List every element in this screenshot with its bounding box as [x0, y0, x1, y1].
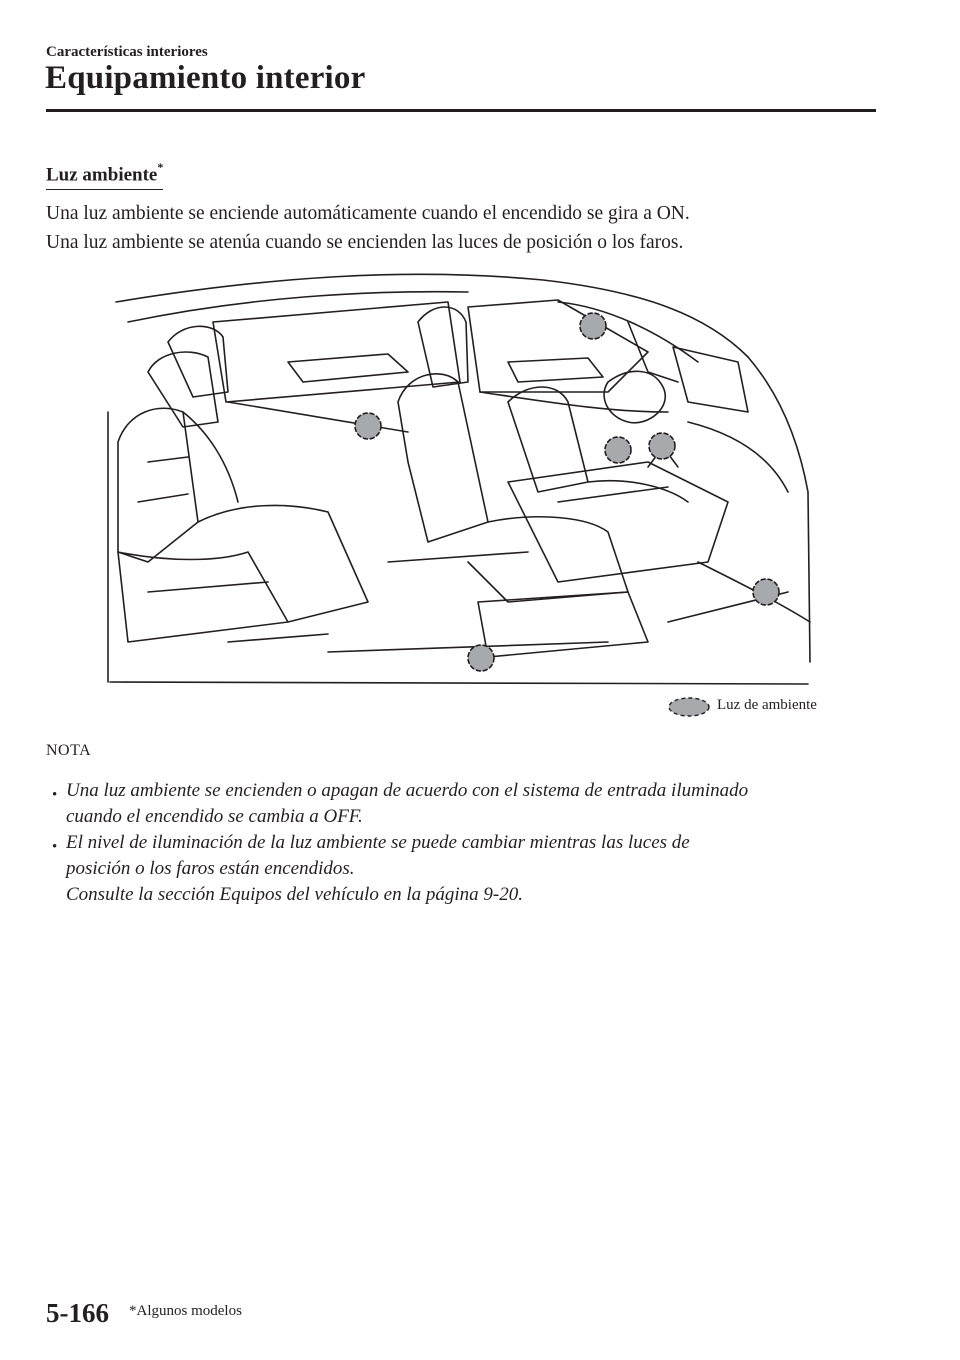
note-2-line-1: El nivel de iluminación de la luz ambiente se puede cambiar mientras las luces de — [66, 832, 690, 853]
ambient-light-marker — [580, 313, 606, 339]
note-1-line-2: cuando el encendido se cambia a OFF. — [66, 806, 363, 827]
car-interior-illustration — [88, 262, 848, 714]
header-rule — [46, 109, 876, 112]
note-2-line-3: Consulte la sección Equipos del vehículo en la página 9-20. — [66, 884, 523, 905]
chapter-title: Características interiores — [46, 44, 208, 60]
note-1-line-1: Una luz ambiente se encienden o apagan de acuerdo con el sistema de entrada iluminado — [66, 780, 749, 801]
ambient-light-marker — [355, 413, 381, 439]
note-2-line-2: posición o los faros están encendidos. — [66, 858, 355, 879]
ambient-light-markers — [355, 313, 779, 671]
body-paragraph-2: Una luz ambiente se atenúa cuando se encienden las luces de posición o los faros. — [46, 232, 684, 253]
note-bullet: • — [52, 839, 58, 855]
ambient-light-marker — [468, 645, 494, 671]
ambient-light-marker — [605, 437, 631, 463]
footnote: *Algunos modelos — [129, 1303, 242, 1319]
section-title: Equipamiento interior — [45, 60, 366, 96]
note-bullet: • — [52, 787, 58, 803]
optional-equipment-mark: * — [157, 160, 164, 174]
page-number: 5-166 — [46, 1298, 109, 1328]
subsection-heading-text: Luz ambiente — [46, 164, 158, 186]
body-paragraph-1: Una luz ambiente se enciende automáticamente cuando el encendido se gira a ON. — [46, 203, 690, 224]
ambient-light-marker — [753, 579, 779, 605]
note-title: NOTA — [46, 742, 92, 759]
ambient-light-legend-icon — [666, 695, 712, 719]
legend-label: Luz de ambiente — [717, 697, 817, 713]
ambient-light-marker — [649, 433, 675, 459]
subsection-heading — [46, 162, 163, 190]
